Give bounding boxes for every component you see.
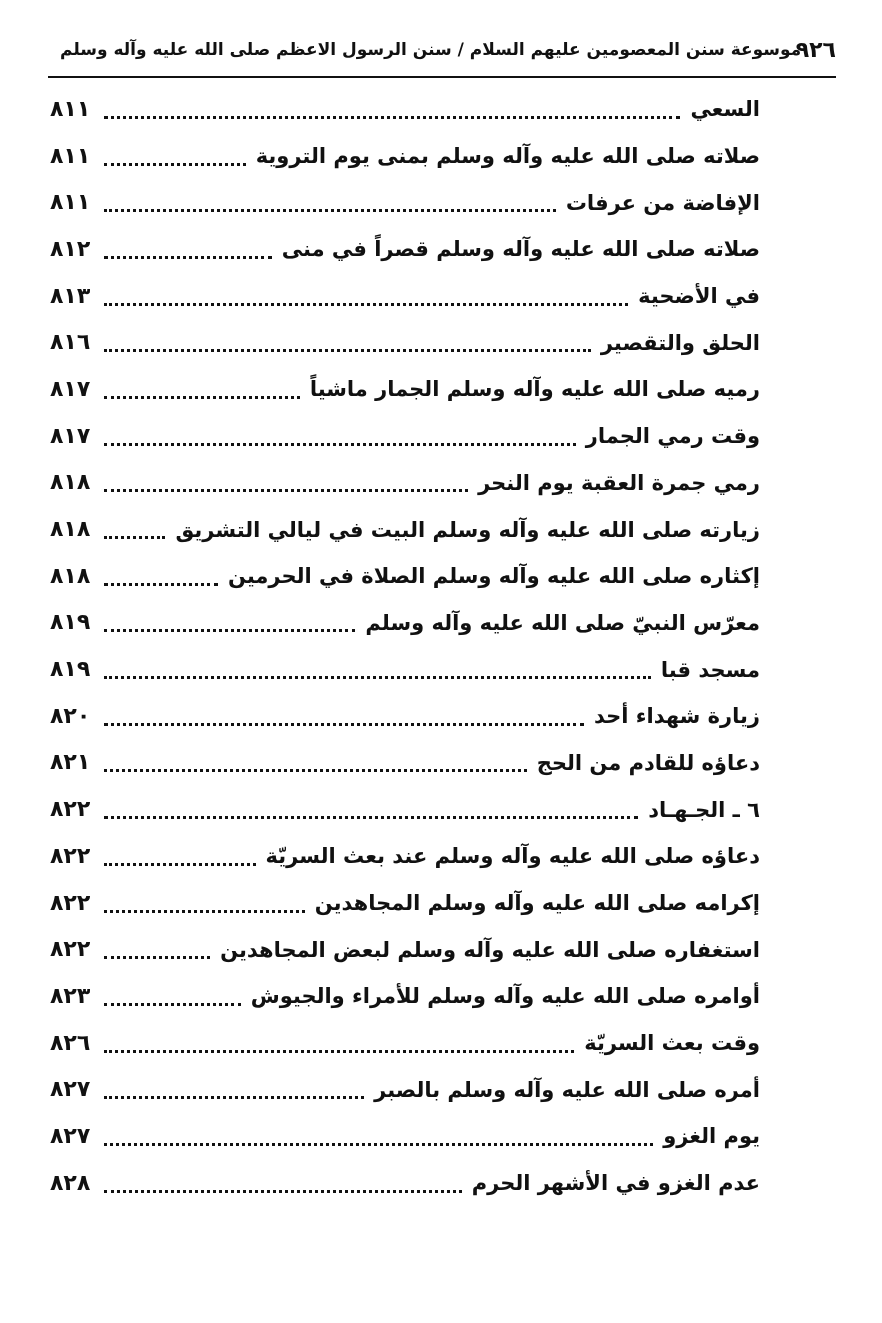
toc-entry-title: الحلق والتقصير (600, 330, 760, 355)
toc-entry (50, 1066, 760, 1113)
toc-entry-title: دعاؤه صلى الله عليه وآله وسلم عند بعث السريّة (265, 844, 760, 869)
toc-entry (50, 693, 760, 740)
toc-entry (50, 1113, 760, 1160)
toc-entry-title: زيارة شهداء أحد (593, 704, 760, 729)
toc-entry-title: رمي جمرة العقبة يوم النحر (478, 470, 760, 495)
toc-entry-page: ٨١٨ (50, 563, 91, 589)
toc-entry-page: ٨١٢ (50, 236, 91, 262)
toc-entry (50, 553, 760, 600)
toc-entry (50, 273, 760, 320)
toc-entry-title: استغفاره صلى الله عليه وآله وسلم لبعض المجاهدين (220, 937, 760, 962)
toc-entry-title: يوم الغزو (663, 1124, 760, 1149)
dot-leader (104, 676, 651, 679)
page-number: ٩٢٦ (795, 38, 836, 63)
toc-entry-page: ٨١١ (50, 190, 91, 216)
toc-entry-page: ٨٢٢ (50, 890, 91, 916)
toc-entry-page: ٨١٨ (50, 470, 91, 496)
toc-entry-title: زيارته صلى الله عليه وآله وسلم البيت في ليالي التشريق (175, 517, 760, 542)
toc-entry-page: ٨١٩ (50, 657, 91, 683)
toc-entry (50, 740, 760, 787)
toc-entry-title: أوامره صلى الله عليه وآله وسلم للأمراء والجيوش (250, 984, 760, 1009)
dot-leader (104, 443, 576, 446)
running-head: موسوعة سنن المعصومين عليهم السلام / سنن الرسول الاعظم صلى الله عليه وآله وسلم (60, 40, 802, 60)
dot-leader (104, 910, 305, 913)
dot-leader (104, 1003, 241, 1006)
toc-entry (50, 319, 760, 366)
toc-entry-page: ٨١١ (50, 96, 91, 122)
toc-entry-page: ٨٢٢ (50, 843, 91, 869)
toc-entry-title: عدم الغزو في الأشهر الحرم (471, 1171, 760, 1196)
toc-entry (50, 1160, 760, 1207)
dot-leader (104, 816, 638, 819)
toc-entry-page: ٨٢١ (50, 750, 91, 776)
toc-entry (50, 880, 760, 927)
toc-entry (50, 413, 760, 460)
dot-leader (104, 863, 256, 866)
toc-entry-page: ٨١٨ (50, 517, 91, 543)
dot-leader (104, 723, 584, 726)
toc-entry (50, 973, 760, 1020)
dot-leader (104, 1143, 653, 1146)
toc-entry (50, 506, 760, 553)
toc-entry (50, 86, 760, 133)
toc-entry-title: صلاته صلى الله عليه وآله وسلم بمنى يوم التروية (255, 144, 760, 169)
toc-entry (50, 600, 760, 647)
toc-entry-title: صلاته صلى الله عليه وآله وسلم قصراً في منى (281, 237, 760, 262)
toc-entry-page: ٨١٧ (50, 376, 91, 402)
toc-entry-page: ٨١٧ (50, 423, 91, 449)
dot-leader (104, 629, 355, 632)
toc-entry-title: أمره صلى الله عليه وآله وسلم بالصبر (374, 1077, 760, 1102)
toc-entry-page: ٨٢٧ (50, 1123, 91, 1149)
toc-entry-title: معرّس النبيّ صلى الله عليه وآله وسلم (365, 610, 760, 635)
toc-entry-page: ٨٢٦ (50, 1030, 91, 1056)
toc-entry-page: ٨١٣ (50, 283, 91, 309)
dot-leader (104, 209, 556, 212)
toc-entry-title: دعاؤه للقادم من الحج (536, 750, 760, 775)
toc-entry-title: وقت بعث السريّة (584, 1031, 760, 1056)
table-of-contents (50, 86, 760, 1207)
toc-entry (50, 926, 760, 973)
dot-leader (104, 396, 300, 399)
toc-entry-title: الإفاضة من عرفات (565, 190, 760, 215)
toc-entry-title: مسجد قبا (660, 657, 760, 682)
dot-leader (104, 163, 246, 166)
dot-leader (104, 1096, 364, 1099)
toc-entry-page: ٨١٩ (50, 610, 91, 636)
toc-entry-title: إكرامه صلى الله عليه وآله وسلم المجاهدين (314, 891, 760, 916)
toc-entry-page: ٨٢٢ (50, 937, 91, 963)
dot-leader (104, 769, 527, 772)
toc-entry-title: السعي (690, 97, 760, 122)
dot-leader (104, 1050, 574, 1053)
dot-leader (104, 536, 165, 539)
toc-entry (50, 366, 760, 413)
toc-entry-title: إكثاره صلى الله عليه وآله وسلم الصلاة في الحرمين (227, 564, 760, 589)
toc-entry (50, 133, 760, 180)
toc-entry (50, 833, 760, 880)
page-header (48, 36, 836, 78)
dot-leader (104, 116, 680, 119)
dot-leader (104, 303, 628, 306)
toc-entry-page: ٨٢٨ (50, 1170, 91, 1196)
toc-entry-title: رميه صلى الله عليه وآله وسلم الجمار ماشياً (309, 377, 760, 402)
toc-entry-page: ٨٢٧ (50, 1077, 91, 1103)
dot-leader (104, 489, 468, 492)
dot-leader (104, 1190, 462, 1193)
toc-entry-title: ٦ ـ الجـهـاد (648, 797, 760, 822)
toc-entry-page: ٨٢٠ (50, 703, 91, 729)
dot-leader (104, 956, 210, 959)
toc-entry (50, 646, 760, 693)
dot-leader (104, 256, 272, 259)
toc-entry-page: ٨٢٢ (50, 797, 91, 823)
toc-entry (50, 1020, 760, 1067)
toc-entry (50, 786, 760, 833)
toc-entry-title: في الأضحية (638, 284, 760, 309)
toc-entry (50, 179, 760, 226)
toc-entry (50, 226, 760, 273)
toc-entry-page: ٨١١ (50, 143, 91, 169)
toc-entry (50, 460, 760, 507)
toc-entry-page: ٨٢٣ (50, 983, 91, 1009)
toc-entry-page: ٨١٦ (50, 330, 91, 356)
toc-entry-title: وقت رمي الجمار (585, 424, 760, 449)
dot-leader (104, 349, 591, 352)
dot-leader (104, 583, 218, 586)
